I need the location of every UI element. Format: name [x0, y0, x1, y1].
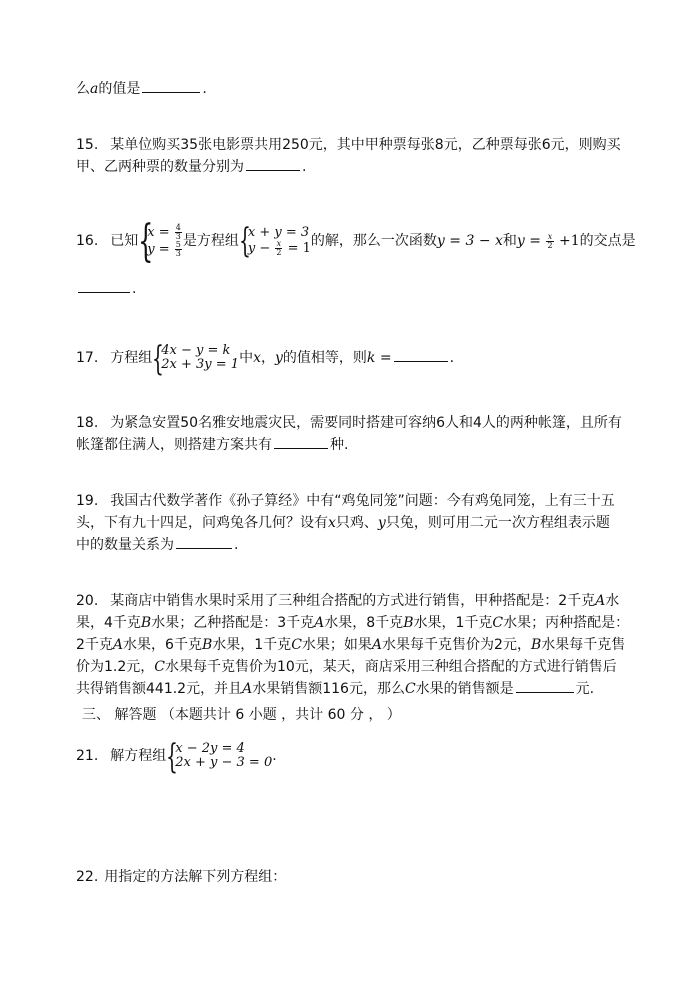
- q20-line5: 共得销售额441.2元，并且A水果销售额116元，那么C水果的销售额是 元.: [76, 681, 595, 697]
- q20-line4: 价为1.2元，C水果每千克售价为10元，某天，商店采用三种组合搭配的方式进行销售后: [76, 659, 617, 675]
- brace-icon: {: [238, 220, 251, 261]
- equation-system: { x − 2y = 4 2x + y − 3 = 0: [166, 737, 273, 777]
- section-heading: 三、 解答题 （本题共计 6 小题 ，共计 60 分 ， ）: [82, 707, 401, 723]
- q18-line1: 18. 为紧急安置50名雅安地震灾民，需要同时搭建可容纳6人和4人的两种帐篷，且所有: [76, 415, 622, 431]
- question-number: 16.: [76, 233, 99, 249]
- q16-line2: .: [76, 280, 136, 298]
- question-number: 20.: [76, 593, 99, 609]
- question-number: 17.: [76, 350, 99, 366]
- brace-icon: {: [138, 216, 154, 267]
- question-number: 15.: [76, 137, 99, 153]
- q19-line1: 19. 我国古代数学著作《孙子算经》中有“鸡兔同笼”问题：今有鸡兔同笼，上有三十五: [76, 493, 615, 509]
- answer-blank[interactable]: [176, 536, 232, 549]
- q16-line1: 16. 已知 { x = $\frac{4}{3}$ y = $\frac{5}{3}$ 是方程组 { x + y = 3 y − $\frac{x}{2}$ = 1 的解，那么一次函数y = 3 − x和y = $\frac{x}{2}$ +1的交点是: [76, 216, 636, 267]
- answer-blank[interactable]: [78, 280, 130, 293]
- q19-line3: 中的数量关系为 .: [76, 537, 239, 553]
- q14-tail: 么a的值是 .: [76, 81, 207, 97]
- q20-line2: 果，4千克B水果；乙种搭配是：3千克A水果，8千克B水果，1千克C水果；丙种搭配是：: [76, 615, 630, 631]
- equation-system: { x + y = 3 y − $\frac{x}{2}$ = 1: [238, 220, 311, 261]
- q19-line2: 头，下有九十四足，问鸡兔各几何？设有x只鸡、y只兔，则可用二元一次方程组表示题: [76, 515, 610, 531]
- brace-icon: {: [152, 339, 165, 379]
- equation-system: { 4x − y = k 2x + 3y = 1: [152, 339, 240, 379]
- answer-blank[interactable]: [274, 436, 328, 449]
- solution-system: { x = $\frac{4}{3}$ y = $\frac{5}{3}$: [138, 216, 181, 267]
- question-number: 19.: [76, 493, 99, 509]
- q15-line1: 15. 某单位购买35张电影票共用250元，其中甲种票每张8元，乙种票每张6元，则购买: [76, 137, 621, 153]
- answer-blank[interactable]: [394, 349, 448, 362]
- q20-line1: 20. 某商店中销售水果时采用了三种组合搭配的方式进行销售，甲种搭配是：2千克A水: [76, 593, 620, 609]
- answer-blank[interactable]: [516, 680, 574, 693]
- brace-icon: {: [166, 737, 179, 777]
- question-number: 22.: [76, 869, 99, 885]
- q21-line: 21. 解方程组 { x − 2y = 4 2x + y − 3 = 0 .: [76, 737, 277, 777]
- q18-line2: 帐篷都住满人，则搭建方案共有 种.: [76, 437, 349, 453]
- q15-line2: 甲、乙两种票的数量分别为 .: [76, 159, 307, 175]
- q22-line: 22. 用指定的方法解下列方程组：: [76, 869, 287, 885]
- q20-line3: 2千克A水果，6千克B水果，1千克C水果；如果A水果每千克售价为2元，B水果每千克售: [76, 637, 626, 653]
- question-number: 21.: [76, 748, 99, 764]
- q17-line: 17. 方程组 { 4x − y = k 2x + 3y = 1 中x，y的值相等，则k = .: [76, 339, 455, 379]
- var-a: a: [90, 81, 99, 97]
- answer-blank[interactable]: [246, 158, 300, 171]
- answer-blank[interactable]: [142, 80, 200, 93]
- question-number: 18.: [76, 415, 99, 431]
